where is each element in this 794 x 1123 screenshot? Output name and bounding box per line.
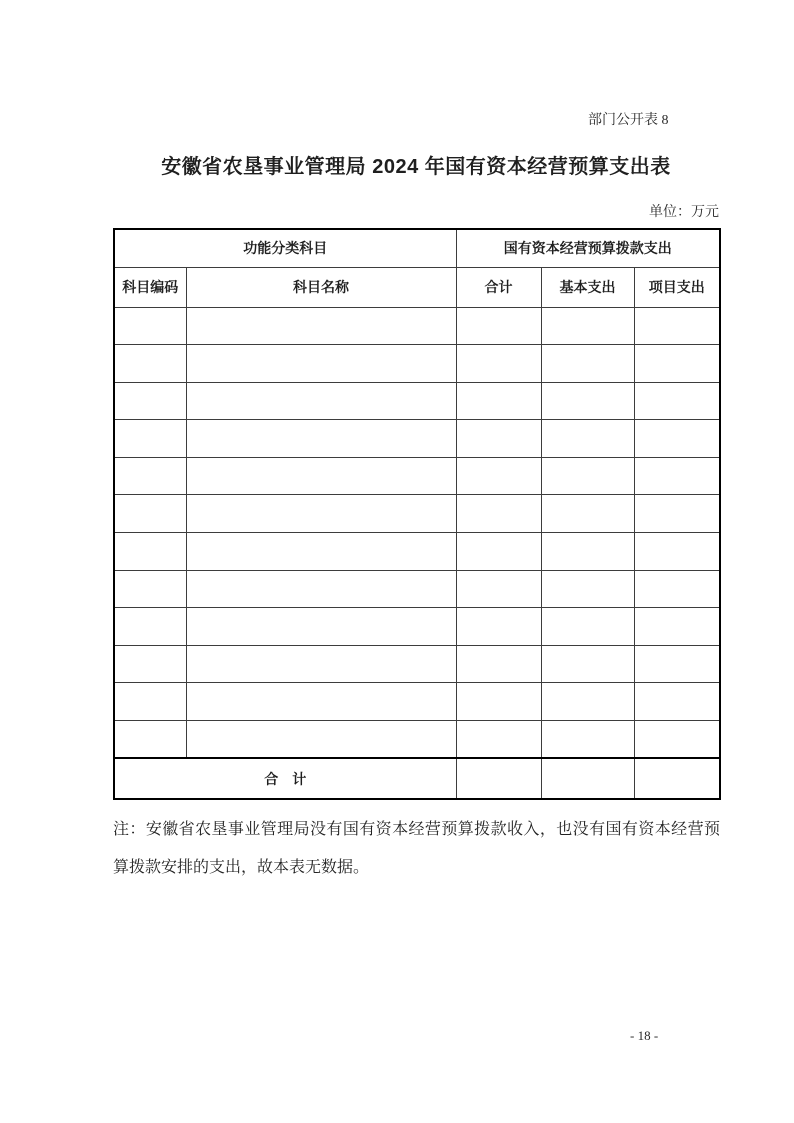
column-header-row <box>114 267 720 307</box>
table-cell-empty <box>634 420 720 458</box>
table-cell-empty <box>456 645 541 683</box>
table-cell-empty <box>456 570 541 608</box>
table-cell-empty <box>186 570 456 608</box>
unit-label: 单位：万元 <box>649 205 719 220</box>
table-cell-empty <box>541 307 634 345</box>
table-cell-empty <box>634 683 720 721</box>
table-empty-row <box>114 382 720 420</box>
table-footer <box>114 758 720 799</box>
table-empty-row <box>114 495 720 533</box>
table-cell-empty <box>634 457 720 495</box>
table-cell-empty <box>541 495 634 533</box>
total-cell-empty <box>634 758 720 799</box>
table-cell-empty <box>186 495 456 533</box>
table-cell-empty <box>456 307 541 345</box>
table-empty-row <box>114 645 720 683</box>
table-cell-empty <box>541 533 634 571</box>
table-empty-row <box>114 721 720 759</box>
total-row <box>114 758 720 799</box>
table-empty-row <box>114 307 720 345</box>
table-cell-empty <box>186 307 456 345</box>
table-empty-row <box>114 570 720 608</box>
group-header-row <box>114 229 720 267</box>
table-cell-empty <box>186 382 456 420</box>
table-cell-empty <box>114 721 186 759</box>
table-header <box>114 229 720 307</box>
table-cell-empty <box>114 420 186 458</box>
table-body-empty-rows <box>114 307 720 758</box>
budget-table <box>113 228 721 800</box>
table-cell-empty <box>186 420 456 458</box>
table-cell-empty <box>456 382 541 420</box>
table-cell-empty <box>114 570 186 608</box>
table-cell-empty <box>634 721 720 759</box>
table-cell-empty <box>114 645 186 683</box>
table-cell-empty <box>634 645 720 683</box>
table-empty-row <box>114 457 720 495</box>
column-header-total: 合计 <box>456 267 541 307</box>
table-cell-empty <box>456 683 541 721</box>
group-header-functional-classification: 功能分类科目 <box>114 229 456 267</box>
column-header-subject-name: 科目名称 <box>186 267 456 307</box>
table-cell-empty <box>541 608 634 646</box>
table-cell-empty <box>186 721 456 759</box>
table-cell-empty <box>634 570 720 608</box>
total-cell-empty <box>541 758 634 799</box>
table-cell-empty <box>456 608 541 646</box>
table-cell-empty <box>541 345 634 383</box>
table-cell-empty <box>186 457 456 495</box>
column-header-subject-code: 科目编码 <box>114 267 186 307</box>
corner-table-label: 部门公开表 8 <box>588 113 669 128</box>
group-header-budget-appropriation-expenditure: 国有资本经营预算拨款支出 <box>456 229 720 267</box>
table-cell-empty <box>541 721 634 759</box>
table-cell-empty <box>114 457 186 495</box>
table-cell-empty <box>541 683 634 721</box>
column-header-basic-expenditure: 基本支出 <box>541 267 634 307</box>
table-empty-row <box>114 345 720 383</box>
table-cell-empty <box>456 533 541 571</box>
table-cell-empty <box>186 345 456 383</box>
total-cell-empty <box>456 758 541 799</box>
table-cell-empty <box>456 457 541 495</box>
table-empty-row <box>114 608 720 646</box>
table-cell-empty <box>114 307 186 345</box>
table-cell-empty <box>114 345 186 383</box>
table-cell-empty <box>541 570 634 608</box>
table-cell-empty <box>541 382 634 420</box>
table-cell-empty <box>114 533 186 571</box>
table-cell-empty <box>634 533 720 571</box>
table-empty-row <box>114 533 720 571</box>
table-cell-empty <box>114 495 186 533</box>
table-cell-empty <box>114 382 186 420</box>
note-text: 注：安徽省农垦事业管理局没有国有资本经营预算拨款收入，也没有国有资本经营预算拨款安排的支出，故本表无数据。 <box>113 821 720 876</box>
table-cell-empty <box>456 420 541 458</box>
table-cell-empty <box>186 533 456 571</box>
table-cell-empty <box>186 683 456 721</box>
table-cell-empty <box>456 495 541 533</box>
table-cell-empty <box>634 345 720 383</box>
table-cell-empty <box>186 608 456 646</box>
table-cell-empty <box>541 457 634 495</box>
table-cell-empty <box>634 608 720 646</box>
table-cell-empty <box>186 645 456 683</box>
table-cell-empty <box>456 721 541 759</box>
table-cell-empty <box>114 608 186 646</box>
table-empty-row <box>114 420 720 458</box>
table-cell-empty <box>634 382 720 420</box>
table-cell-empty <box>541 420 634 458</box>
page-title: 安徽省农垦事业管理局 2024 年国有资本经营预算支出表 <box>161 156 671 178</box>
column-header-project-expenditure: 项目支出 <box>634 267 720 307</box>
page-number: - 18 - <box>630 1028 659 1043</box>
table-cell-empty <box>634 307 720 345</box>
table-cell-empty <box>114 683 186 721</box>
table-cell-empty <box>634 495 720 533</box>
table-cell-empty <box>541 645 634 683</box>
total-row-label: 合 计 <box>114 758 456 799</box>
table-empty-row <box>114 683 720 721</box>
table-cell-empty <box>456 345 541 383</box>
